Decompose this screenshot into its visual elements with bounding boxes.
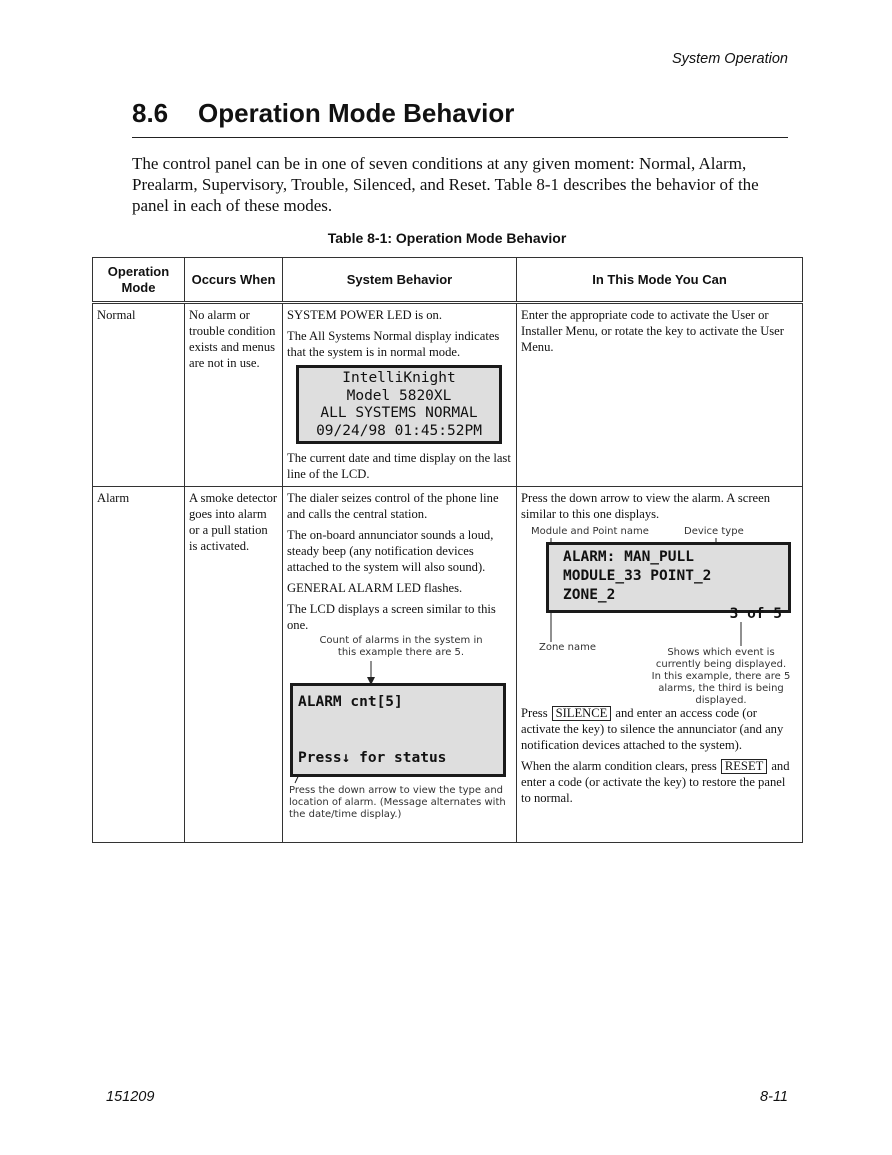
reset-post: and enter a code (or activate the key) to restore the panel to normal. (521, 759, 790, 805)
intro-paragraph: The control panel can be in one of seven conditions at any given moment: Normal, Alarm, Prealarm, Supervisory, Trouble, Silenced, and Reset. Table 8-1 describes the behavior of the panel in each of these modes. (132, 154, 759, 215)
header-system-behavior: System Behavior (283, 258, 517, 303)
cell-occurs-alarm: A smoke detector goes into alarm or a pull station is activated. (185, 487, 283, 843)
alarm-lcd-figure (287, 633, 512, 838)
running-head: System Operation (671, 51, 788, 67)
header-you-can: In This Mode You Can (517, 258, 803, 303)
silence-pre: Press (521, 706, 548, 720)
lcd-normal-line: Model 5820XL (346, 387, 452, 404)
cell-occurs-normal: No alarm or trouble condition exists and menus are not in use. (185, 303, 283, 487)
behavior-alarm-p3: GENERAL ALARM LED flashes. (287, 581, 463, 595)
lcd-alarm-display (290, 683, 506, 777)
reset-key: RESET (721, 759, 767, 774)
behavior-normal-p1: SYSTEM POWER LED is on. (287, 308, 442, 322)
event-shown-label: Shows which event is currently being displayed. In this example, there are 5 alarms, the third is being displayed. (651, 647, 791, 706)
behavior-alarm-p2: The on-board annunciator sounds a loud, steady beep (any notification devices attached to the system will also sound). (287, 528, 494, 574)
reset-instruction (521, 758, 798, 806)
table-row-alarm (93, 487, 803, 843)
section-heading (132, 98, 788, 138)
cell-mode-alarm: Alarm (93, 487, 185, 843)
behavior-alarm-p1: The dialer seizes control of the phone line and calls the central station. (287, 491, 499, 521)
lcd-status-line: ZONE_2 (563, 587, 616, 603)
press-down-annotation: Press the down arrow to view the type and location of alarm. (Message alternates with the date/time display.) (289, 785, 506, 820)
module-point-label: Module and Point name (531, 526, 649, 537)
lcd-status-line: MODULE_33 POINT_2 (563, 568, 712, 584)
silence-instruction (521, 705, 798, 753)
lcd-normal-line: ALL SYSTEMS NORMAL (320, 405, 478, 421)
cell-can-alarm (517, 487, 803, 843)
footer-doc-number: 151209 (106, 1089, 155, 1105)
header-occurs-when: Occurs When (185, 258, 283, 303)
footer-page-number: 8-11 (760, 1089, 788, 1105)
lcd-status-line: 3 of 5 (729, 606, 782, 622)
alarm-status-figure (521, 524, 798, 705)
cell-mode-normal: Normal (93, 303, 185, 487)
behavior-normal-p3: The current date and time display on the last line of the LCD. (287, 451, 511, 481)
table-row-normal (93, 303, 803, 487)
lcd-alarm-line: ALARM cnt[5] (298, 694, 403, 710)
reset-pre: When the alarm condition clears, press (521, 759, 717, 773)
lcd-status-line: ALARM: MAN_PULL (563, 549, 694, 565)
operation-mode-table (92, 257, 803, 843)
table-header-row (93, 258, 803, 303)
lcd-normal-line: 09/24/98 01:45:52PM (316, 422, 482, 439)
behavior-normal-p2: The All Systems Normal display indicates that the system is in normal mode. (287, 329, 500, 359)
cell-behavior-alarm (283, 487, 517, 843)
lcd-normal-display (296, 365, 502, 444)
behavior-alarm-p4: The LCD displays a screen similar to this one. (287, 602, 496, 632)
lcd-normal-line: IntelliKnight (342, 370, 456, 386)
cell-can-normal: Enter the appropriate code to activate the User or Installer Menu, or rotate the key to activate the User Menu. (517, 303, 803, 487)
silence-post: and enter an access code (or activate the key) to silence the annunciator (and any notification devices attached to the system). (521, 706, 784, 752)
table-caption: Table 8-1: Operation Mode Behavior (327, 230, 567, 246)
section-title: Operation Mode Behavior (198, 98, 515, 128)
alarm-count-annotation: Count of alarms in the system in this example there are 5. (319, 635, 483, 658)
cell-behavior-normal (283, 303, 517, 487)
can-alarm-p1: Press the down arrow to view the alarm. A screen similar to this one displays. (521, 491, 771, 521)
header-operation-mode: Operation Mode (93, 258, 185, 303)
lcd-status-display (546, 542, 791, 622)
silence-key: SILENCE (552, 706, 612, 721)
zone-name-label: Zone name (539, 642, 596, 653)
device-type-label: Device type (684, 526, 744, 537)
lcd-alarm-line: Press↓ for status (298, 750, 447, 766)
section-number: 8.6 (132, 98, 169, 128)
